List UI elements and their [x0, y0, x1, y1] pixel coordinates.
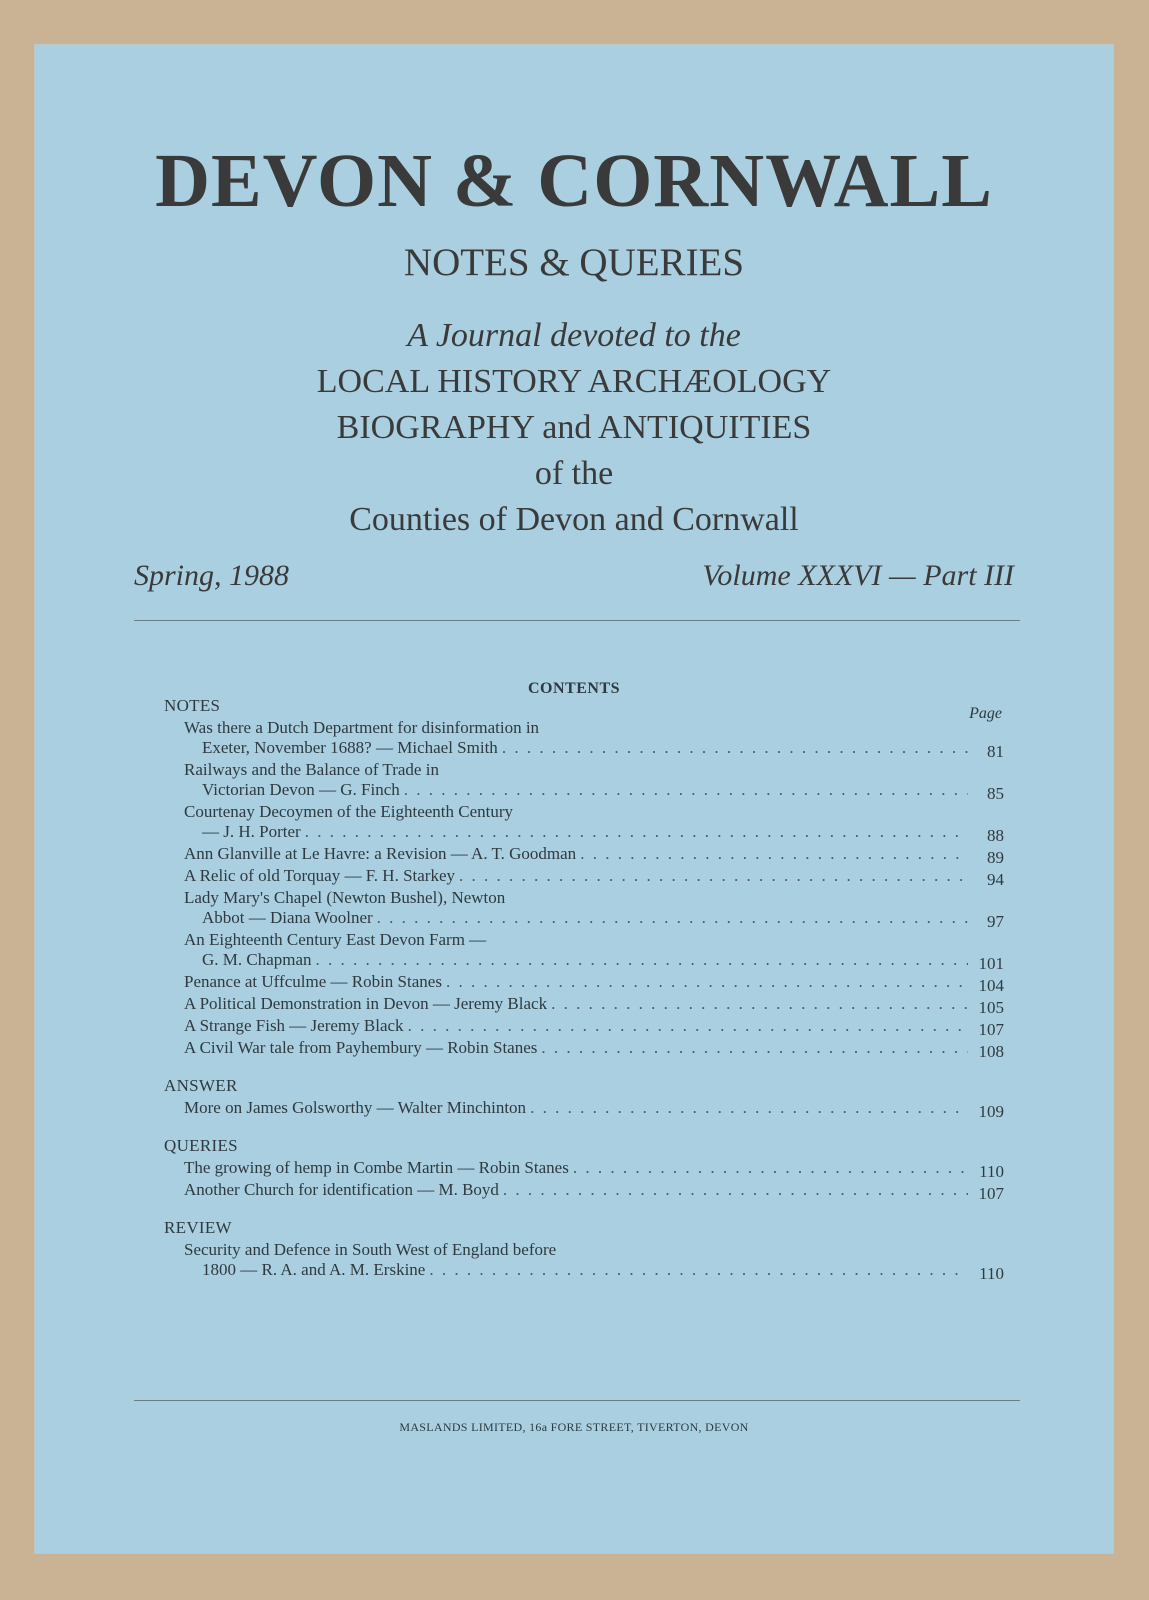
entry-title: The growing of hemp in Combe Martin — Robin Stanes: [184, 1158, 569, 1177]
list-item: [164, 994, 1004, 1017]
list-item: [164, 802, 1004, 845]
entry-page: 107: [978, 1020, 1004, 1039]
list-item: [164, 888, 1004, 931]
journal-description-line: of the: [534, 455, 614, 492]
entry-title: A Relic of old Torquay — F. H. Starkey: [184, 866, 455, 885]
entry-title: Was there a Dutch Department for disinformation in: [184, 718, 540, 737]
leader-dots: [530, 1098, 968, 1118]
table-of-contents: [164, 694, 1004, 1283]
entry-page: 108: [978, 1042, 1004, 1061]
entry-author: Abbot — Diana Woolner: [202, 908, 373, 927]
leader-dots: [305, 822, 968, 842]
issue-date: Spring, 1988: [134, 559, 290, 592]
leader-dots: [573, 1158, 968, 1178]
entry-title: A Civil War tale from Payhembury — Robin Stanes: [184, 1038, 538, 1057]
list-item: [164, 1158, 1004, 1181]
leader-dots: [377, 908, 968, 928]
entry-page: 105: [978, 998, 1004, 1017]
list-item: [164, 1180, 1004, 1203]
entry-author: G. M. Chapman: [202, 950, 312, 969]
entry-page: 110: [979, 1264, 1004, 1283]
journal-subtitle: NOTES & QUERIES: [403, 241, 745, 284]
section-label-notes: NOTES: [164, 696, 221, 715]
leader-dots: [551, 994, 968, 1014]
list-item: [164, 1038, 1004, 1061]
journal-description-line: Counties of Devon and Cornwall: [349, 501, 799, 538]
list-item: [164, 930, 1004, 973]
leader-dots: [429, 1260, 968, 1280]
entry-title: A Political Demonstration in Devon — Jeremy Black: [184, 994, 548, 1013]
journal-description-line: BIOGRAPHY and ANTIQUITIES: [336, 409, 812, 446]
list-item: [164, 718, 1004, 761]
entry-page: 104: [978, 976, 1004, 995]
entry-page: 109: [978, 1102, 1004, 1121]
leader-dots: [541, 1038, 968, 1058]
entry-page: 89: [987, 848, 1004, 867]
leader-dots: [446, 972, 968, 992]
journal-description-line: LOCAL HISTORY ARCHÆOLOGY: [316, 363, 832, 400]
entry-title: Security and Defence in South West of England before: [184, 1240, 557, 1259]
journal-description-line: A Journal devoted to the: [407, 317, 741, 354]
contents-heading: CONTENTS: [527, 680, 621, 697]
entry-title: Courtenay Decoymen of the Eighteenth Century: [184, 802, 514, 821]
entry-title: Railways and the Balance of Trade in: [184, 760, 439, 779]
leader-dots: [408, 1016, 968, 1036]
entry-title: Lady Mary's Chapel (Newton Bushel), Newton: [184, 888, 506, 907]
entry-page: 94: [987, 870, 1004, 889]
entry-page: 81: [987, 742, 1004, 761]
entry-title: More on James Golsworthy — Walter Minchinton: [184, 1098, 527, 1117]
list-item: [164, 844, 1004, 867]
entry-author: Victorian Devon — G. Finch: [202, 780, 400, 799]
section-label-queries: QUERIES: [164, 1136, 238, 1155]
printer-imprint: MASLANDS LIMITED, 16a FORE STREET, TIVERTON, DEVON: [399, 1420, 749, 1434]
entry-author: Exeter, November 1688? — Michael Smith: [202, 738, 498, 757]
entry-page: 110: [979, 1162, 1004, 1181]
leader-dots: [459, 866, 968, 886]
entry-title: A Strange Fish — Jeremy Black: [184, 1016, 404, 1035]
entry-page: 85: [987, 784, 1004, 803]
entry-page: 101: [978, 954, 1004, 973]
list-item: [164, 866, 1004, 889]
issue-volume: Volume XXXVI — Part III: [702, 559, 1014, 592]
entry-title: An Eighteenth Century East Devon Farm —: [184, 930, 487, 949]
entry-author: — J. H. Porter: [202, 822, 301, 841]
list-item: [164, 972, 1004, 995]
bottom-divider: [134, 1400, 1020, 1401]
leader-dots: [580, 844, 968, 864]
journal-title: DEVON & CORNWALL: [155, 139, 993, 223]
entry-title: Penance at Uffculme — Robin Stanes: [184, 972, 442, 991]
leader-dots: [316, 950, 968, 970]
top-divider: [134, 620, 1020, 621]
section-label-answer: ANSWER: [164, 1076, 238, 1095]
entry-title: Ann Glanville at Le Havre: a Revision — A. T. Goodman: [184, 844, 577, 863]
page-column-heading: Page: [969, 705, 1002, 722]
leader-dots: [503, 1180, 968, 1200]
section-label-review: REVIEW: [164, 1218, 232, 1237]
list-item: [164, 1098, 1004, 1121]
entry-title: Another Church for identification — M. Boyd: [184, 1180, 499, 1199]
list-item: [164, 1240, 1004, 1283]
entry-page: 107: [978, 1184, 1004, 1203]
leader-dots: [502, 738, 968, 758]
leader-dots: [404, 780, 968, 800]
journal-cover: [34, 44, 1114, 1554]
list-item: [164, 760, 1004, 803]
entry-page: 97: [987, 912, 1004, 931]
entry-page: 88: [987, 826, 1004, 845]
list-item: [164, 1016, 1004, 1039]
entry-author: 1800 — R. A. and A. M. Erskine: [202, 1260, 426, 1279]
